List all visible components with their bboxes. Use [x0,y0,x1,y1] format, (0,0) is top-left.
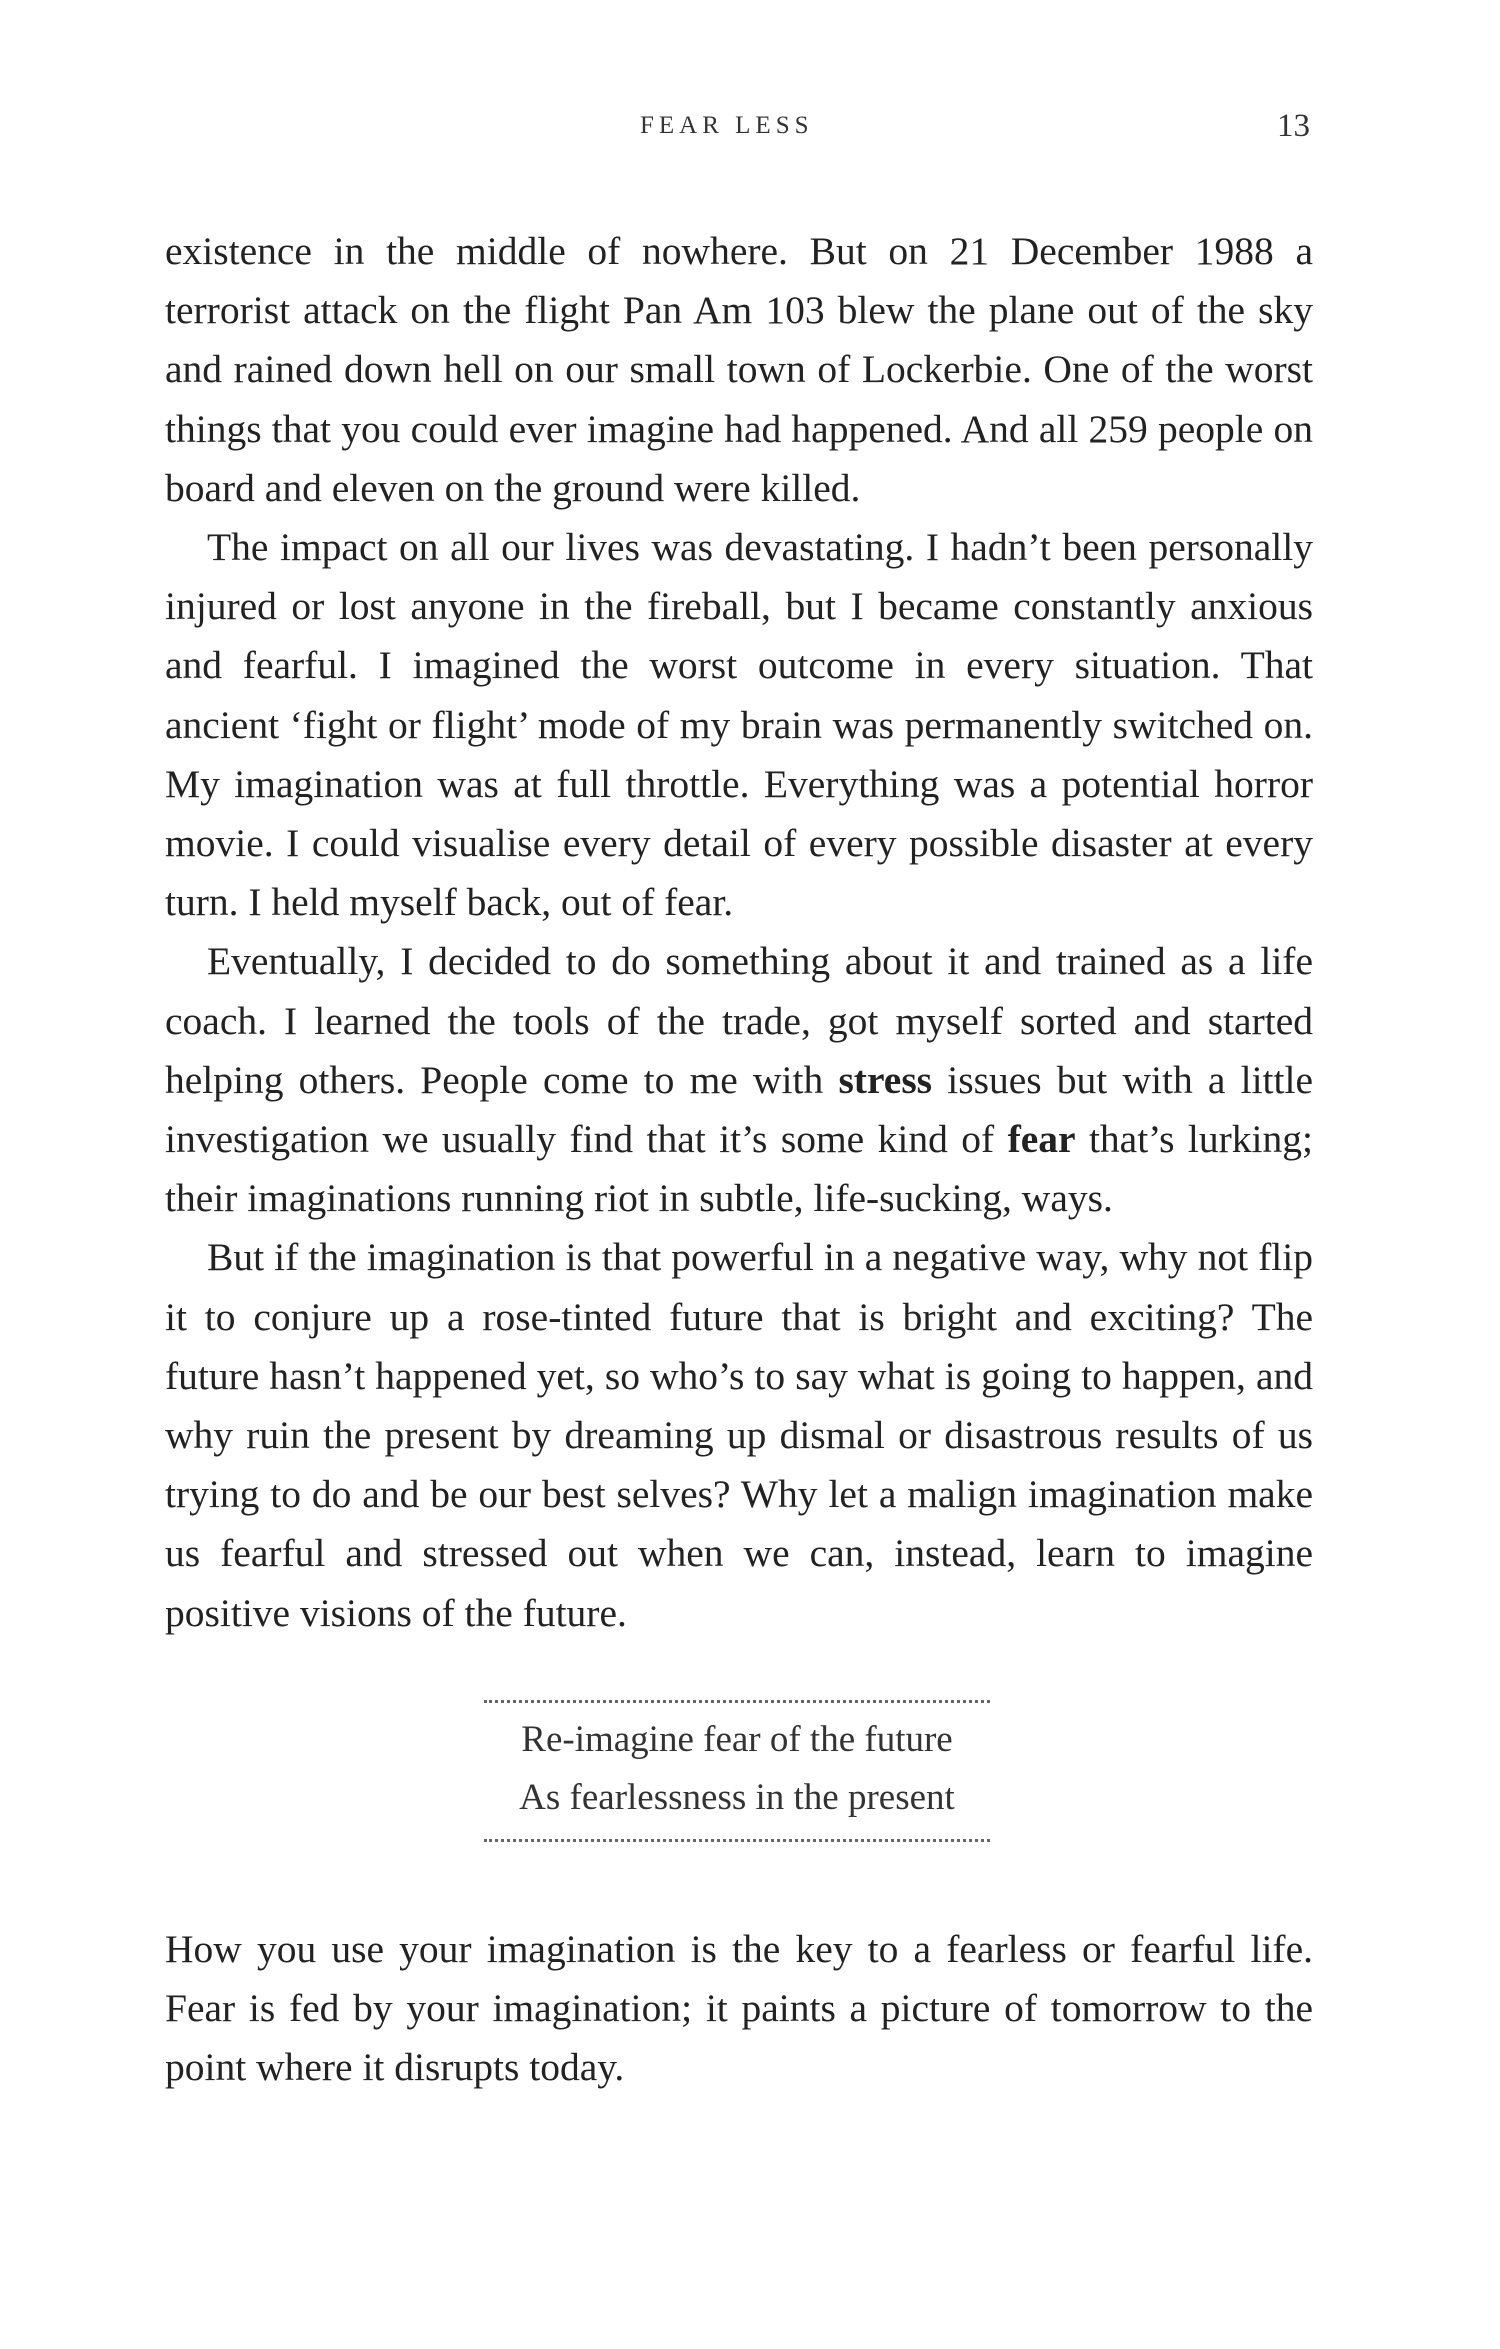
paragraph: But if the imagination is that powerful in a negative way, why not flip it to conjure up a rose-tinted future that is bright and exciting? The future hasn’t happened yet, so who’s to say what is going to happen, and why ruin the present by dreaming up dismal or disastrous results of us trying to do and be our best selves? Why let a malign imagination make us fearful and stressed out when we can, instead, learn to imagine positive visions of the future. [165,1235,1313,1635]
pull-quote-line: As fearlessness in the present [519,1777,955,1818]
running-title: FEAR LESS [640,112,814,139]
closing-text [165,1920,1313,2098]
bold-term-fear: fear [1007,1117,1076,1162]
pull-quote [478,1700,996,1842]
paragraph-text: that’s lurking; their imaginations running riot in subtle, life-sucking, ways. [165,1117,1314,1221]
paragraph-text: issues but with a little investigation we usually find that it’s some kind of [165,1057,1313,1162]
paragraph-text: Eventually, I decided to do something about it and trained as a life coach. I learned the tools of the trade, got myself sorted and started helping others. People come to me with [165,939,1313,1102]
page-number: 13 [1277,108,1310,144]
bold-term-stress: stress [838,1057,933,1102]
paragraph-continued: existence in the middle of nowhere. But on 21 December 1988 a terrorist attack on the flight Pan Am 103 blew the plane out of the sky and rained down hell on our small town of Lockerbie. One of the worst things that you could ever imagine had happened. And all 259 people on board and eleven on the ground were killed. [165,229,1313,510]
paragraph-stress-fear [165,932,1313,1228]
paragraph: How you use your imagination is the key to a fearless or fearful life. Fear is fed by your imagination; it paints a picture of tomorrow to the point where it disrupts today. [165,1927,1313,2090]
body-text [165,222,1313,1643]
dotted-rule-bottom [484,1839,990,1842]
pull-quote-line: Re-imagine fear of the future [521,1719,953,1760]
paragraph: The impact on all our lives was devastating. I hadn’t been personally injured or lost anyone in the fireball, but I became constantly anxious and fearful. I imagined the worst outcome in every situation. That ancient ‘fight or flight’ mode of my brain was permanently switched on. My imagination was at full throttle. Everything was a potential horror movie. I could visualise every detail of every possible disaster at every turn. I held myself back, out of fear. [165,525,1313,925]
